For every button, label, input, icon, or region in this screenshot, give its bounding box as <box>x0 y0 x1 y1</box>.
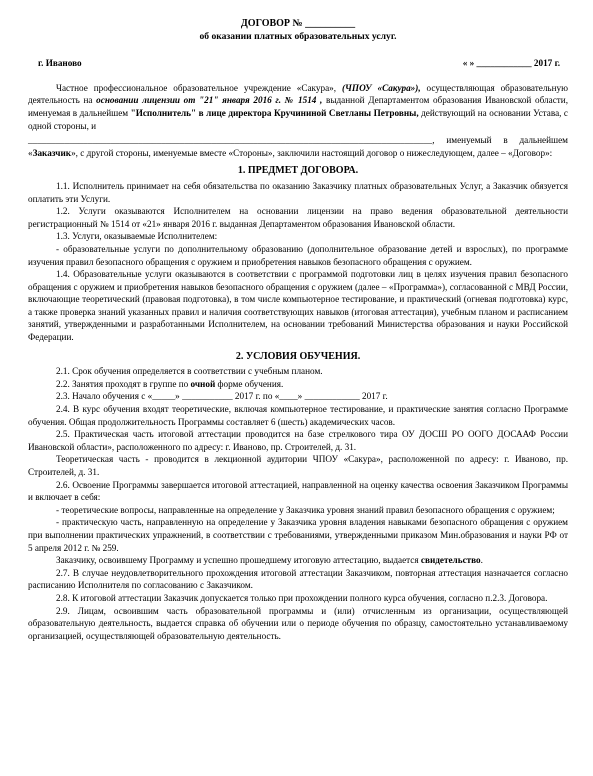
clause-2-9: 2.9. Лицам, освоившим часть образовательной программы и (или) отчисленным из организации, осуществляющей образовательную деятельность, выдается справка об обучении или о периоде обучения по образцу, самостоятельно устанавливаемому организацией, осуществляющей образовательную деятельность. <box>28 605 568 641</box>
clause-2-6-c-text: Заказчику, освоившему Программу и успешно прошедшему итоговую аттестацию, выдается <box>56 555 421 566</box>
contract-subtitle: об оказании платных образовательных услуг. <box>199 30 397 42</box>
intro-text-g: действующий на основании Устава, с одной стороны, и <box>28 107 568 131</box>
intro-customer-word: Заказчик <box>32 147 72 158</box>
clause-2-6-c-end: . <box>480 555 483 566</box>
clause-2-6-a: - теоретические вопросы, направленные на определение у Заказчика уровня знаний правил безопасного обращения с оружием; <box>56 504 555 515</box>
contract-page <box>28 14 568 642</box>
clause-1-3: 1.3. Услуги, оказываемые Исполнителем: <box>56 231 218 242</box>
clause-2-2-form: очной <box>190 378 216 389</box>
intro-customer-line: ________________________________________________________________________________________, именуемый в дальнейшем « <box>28 135 568 158</box>
city-date-row <box>28 57 568 70</box>
intro-customer-rest: », с другой стороны, именуемые вместе «Стороны», заключили настоящий договор о нижеследующем, далее – «Договор»: <box>71 147 553 158</box>
intro-text-e: выданной Департаментом образования Ивановской области, именуемая в дальнейшем <box>28 95 569 118</box>
section2-heading: 2. УСЛОВИЯ ОБУЧЕНИЯ. <box>235 350 361 362</box>
intro-text-a: Частное профессиональное образовательное учреждение «Сакура», <box>56 82 342 93</box>
clause-1-3-a: - образовательные услуги по дополнительному образованию (дополнительное образование детей и взрослых), по программе изучения правил безопасного обращения с оружием и приобретения навыков безопасного обращения с оружием. <box>28 243 568 267</box>
intro-customer-paragraph <box>28 134 568 159</box>
certificate-word: свидетельство <box>420 555 481 566</box>
clause-2-4: 2.4. В курс обучения входят теоретические, включая компьютерное тестирование, и практические занятия согласно Программе обучения. Общая продолжительность Программы составляет 6 (шесть) академических часов. <box>28 404 568 427</box>
contract-date: « » ____________ 2017 г. <box>462 58 560 69</box>
contract-title: ДОГОВОР № __________ <box>240 18 356 29</box>
clause-2-1: 2.1. Срок обучения определяется в соответствии с учебным планом. <box>56 366 323 377</box>
clause-2-7: 2.7. В случае неудовлетворительного прохождения итоговой аттестации Заказчиком, повторная аттестация назначается согласно расписанию Исполнителя по согласованию с Заказчиком. <box>28 567 568 591</box>
intro-text-c: осуществляющая образовательную деятельность на <box>28 82 569 106</box>
intro-executor: "Исполнитель" в лице директора Кручининой Светланы Петровны, <box>130 107 419 118</box>
city: г. Иваново <box>38 58 82 69</box>
clause-1-4: 1.4. Образовательные услуги оказываются в соответствии с программой подготовки лиц в целях изучения правил безопасного обращения с оружием и приобретения навыков безопасного обращения с оружием (далее – «Программа»), согласованной с МВД России, включающие теоретический (правовая подготовка), в том числе компьютерное тестирование, и практический (огневая подготовка) курс, а также проверка знаний указанных правил и наличия соответствующих навыков (итоговая аттестация), учебным планом и расписанием занятий, утвержденными и разработанными Исполнителем, на основании требований Министерства образования и науки Российской Федерации. <box>28 269 568 343</box>
clause-2-6: 2.6. Освоение Программы завершается итоговой аттестацией, направленной на оценку качества освоения Заказчиком Программы и включает в себя: <box>28 479 568 503</box>
intro-license: основании лицензии от "21" января 2016 г. № 1514 , <box>96 95 323 106</box>
clause-2-5-b: Теоретическая часть - проводится в лекционной аудитории ЧПОУ «Сакура», расположенной по адресу: г. Иваново, пр. Строителей, д. 31. <box>28 454 568 477</box>
clause-2-6-c <box>28 554 568 567</box>
intro-paragraph <box>28 82 568 132</box>
clause-1-2: 1.2. Услуги оказываются Исполнителем на основании лицензии на право ведения образовательной деятельности регистрационный № 1514 от «21» января 2016 г. выданная Департаментом образования Ивановской области. <box>28 206 568 229</box>
clause-1-1: 1.1. Исполнитель принимает на себя обязательства по оказанию Заказчику платных образовательных Услуг, а Заказчик обязуется оплатить эти Услуги. <box>28 180 568 204</box>
clause-2-6-b: - практическую часть, направленную на определение у Заказчика уровня владения навыками безопасного обращения с оружием при выполнении практических упражнений, в соответствии с требованиями, утвержденными приказом Мин.образования и науки РФ от 5 апреля 2012 г. № 259. <box>28 517 568 553</box>
clause-2-5: 2.5. Практическая часть итоговой аттестации проводится на базе стрелкового тира ОУ ДОСШ РО ООГО ДОСААФ России Ивановской области», расположенного по адресу: г. Иваново, пр. Строителей, д. 31. <box>28 429 568 452</box>
clause-2-2 <box>28 378 568 391</box>
clause-2-8: 2.8. К итоговой аттестации Заказчик допускается только при прохождении полного курса обучения, согласно п.2.3. Договора. <box>56 592 548 603</box>
clause-2-2-c: форме обучения. <box>215 378 284 389</box>
section1-heading: 1. ПРЕДМЕТ ДОГОВОРА. <box>237 165 359 177</box>
clause-2-2-a: 2.2. Занятия проходят в группе по <box>56 378 191 389</box>
intro-short-name: (ЧПОУ «Сакура»), <box>341 82 421 93</box>
clause-2-3: 2.3. Начало обучения с «_____» ___________ 2017 г. по «____» ____________ 2017 г. <box>56 391 388 402</box>
